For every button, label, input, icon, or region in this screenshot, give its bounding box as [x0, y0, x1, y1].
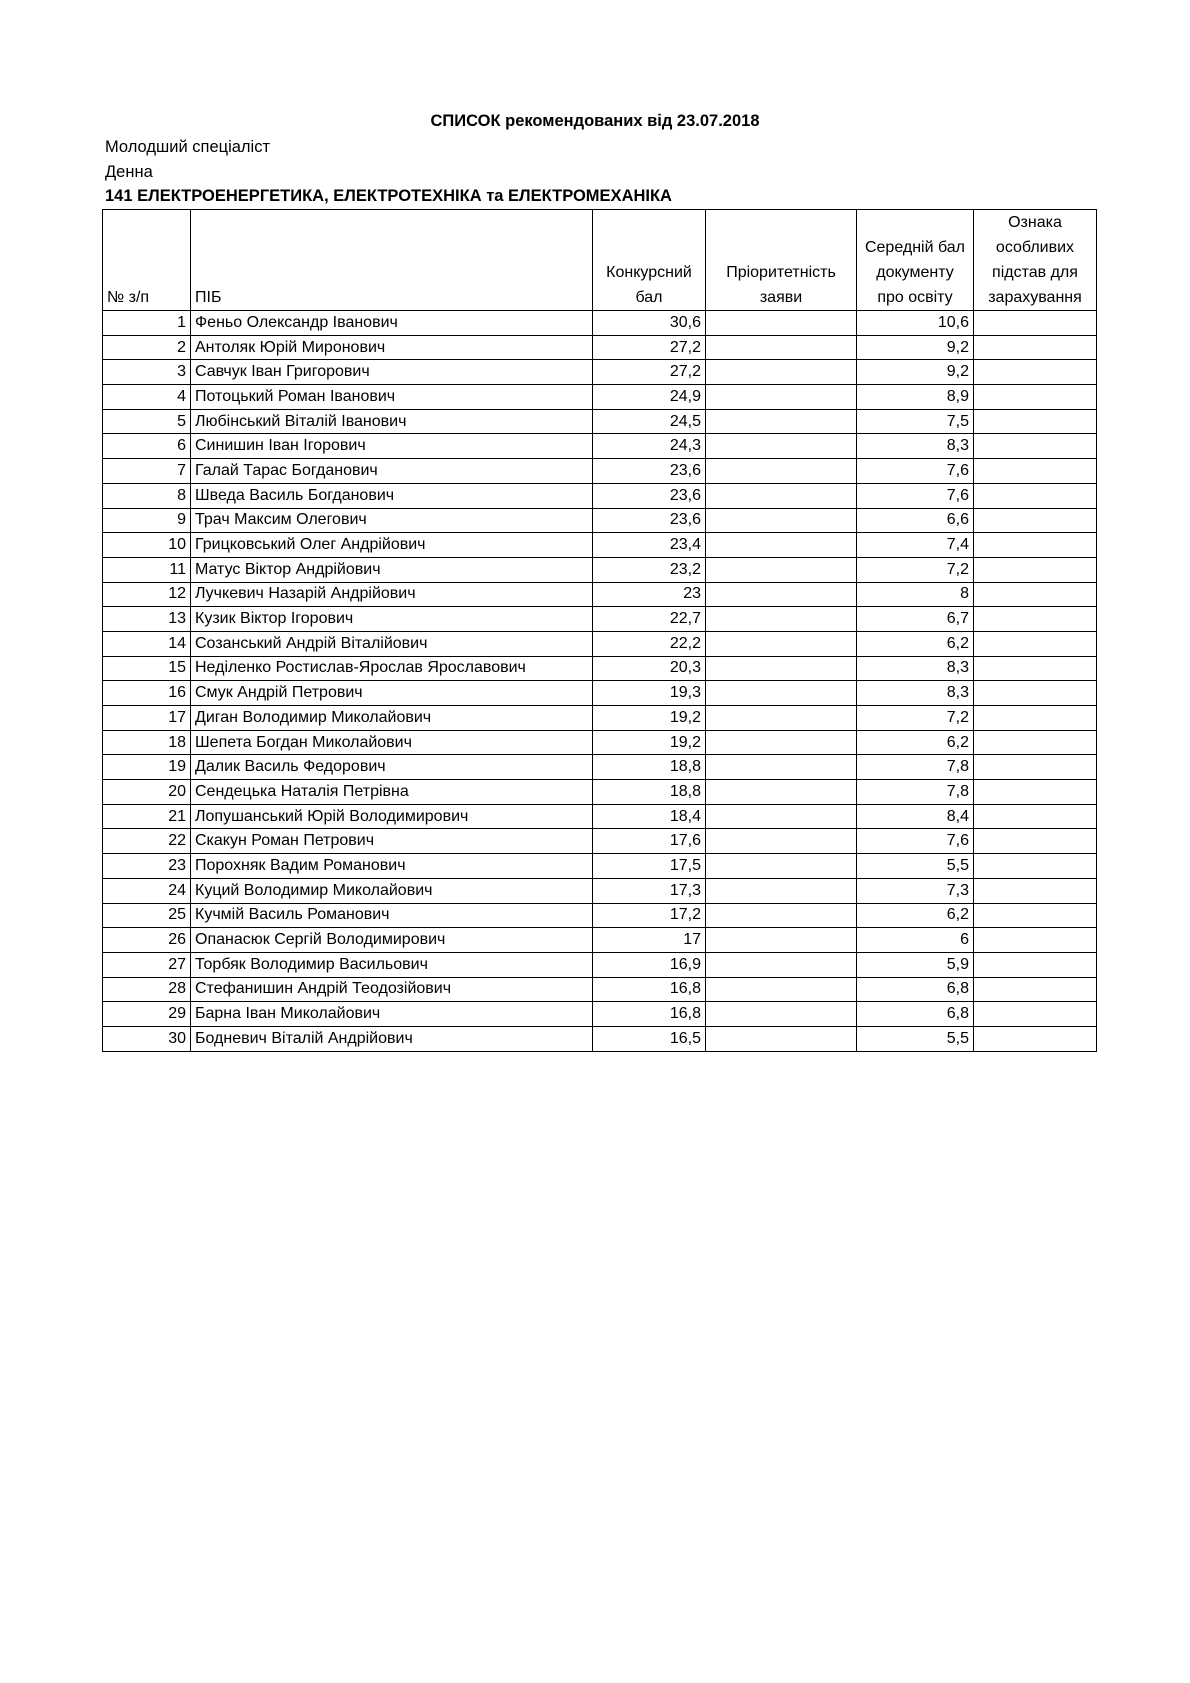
table-body: [103, 311, 1097, 1052]
application-priority: [706, 409, 857, 434]
table-row: [103, 631, 1097, 656]
application-priority: [706, 780, 857, 805]
average-document-score: 9,2: [857, 360, 974, 385]
student-name: Опанасюк Сергій Володимирович: [191, 928, 593, 953]
average-document-score: 7,3: [857, 878, 974, 903]
competition-score: 18,8: [593, 780, 706, 805]
table-row: [103, 409, 1097, 434]
application-priority: [706, 434, 857, 459]
row-number: 10: [103, 533, 191, 558]
student-name: Трач Максим Олегович: [191, 508, 593, 533]
table-row: [103, 656, 1097, 681]
application-priority: [706, 483, 857, 508]
student-name: Бодневич Віталій Андрійович: [191, 1026, 593, 1051]
student-name: Шепета Богдан Миколайович: [191, 730, 593, 755]
row-number: 22: [103, 829, 191, 854]
competition-score: 16,8: [593, 1002, 706, 1027]
table-row: [103, 385, 1097, 410]
header-line: Середній бал: [864, 239, 966, 256]
application-priority: [706, 854, 857, 879]
row-number: 23: [103, 854, 191, 879]
average-document-score: 6,2: [857, 730, 974, 755]
special-grounds: [974, 854, 1097, 879]
competition-score: 27,2: [593, 335, 706, 360]
student-name: Савчук Іван Григорович: [191, 360, 593, 385]
application-priority: [706, 755, 857, 780]
page-title: СПИСОК рекомендованих від 23.07.2018: [430, 112, 760, 130]
competition-score: 16,9: [593, 952, 706, 977]
student-name: Далик Василь Федорович: [191, 755, 593, 780]
application-priority: [706, 903, 857, 928]
row-number: 13: [103, 607, 191, 632]
special-grounds: [974, 730, 1097, 755]
competition-score: 19,3: [593, 681, 706, 706]
recommended-list-table: [102, 209, 1097, 1052]
competition-score: 19,2: [593, 706, 706, 731]
average-document-score: 7,8: [857, 780, 974, 805]
row-number: 11: [103, 557, 191, 582]
student-name: Грицковський Олег Андрійович: [191, 533, 593, 558]
application-priority: [706, 928, 857, 953]
special-grounds: [974, 903, 1097, 928]
table-row: [103, 780, 1097, 805]
table-row: [103, 483, 1097, 508]
application-priority: [706, 1002, 857, 1027]
average-document-score: 8,3: [857, 681, 974, 706]
header-line: про освіту: [877, 289, 953, 306]
special-grounds: [974, 360, 1097, 385]
average-document-score: 7,2: [857, 706, 974, 731]
application-priority: [706, 656, 857, 681]
competition-score: 23,6: [593, 483, 706, 508]
student-name: Куций Володимир Миколайович: [191, 878, 593, 903]
special-grounds: [974, 780, 1097, 805]
table-row: [103, 681, 1097, 706]
special-grounds: [974, 878, 1097, 903]
application-priority: [706, 385, 857, 410]
student-name: Шведа Василь Богданович: [191, 483, 593, 508]
average-document-score: 8,3: [857, 656, 974, 681]
competition-score: 18,4: [593, 804, 706, 829]
row-number: 17: [103, 706, 191, 731]
education-level: Молодший спеціаліст: [105, 138, 271, 156]
average-document-score: 6,8: [857, 1002, 974, 1027]
application-priority: [706, 1026, 857, 1051]
row-number: 21: [103, 804, 191, 829]
student-name: Диган Володимир Миколайович: [191, 706, 593, 731]
application-priority: [706, 508, 857, 533]
average-document-score: 7,6: [857, 829, 974, 854]
special-grounds: [974, 582, 1097, 607]
special-grounds: [974, 459, 1097, 484]
table-row: [103, 607, 1097, 632]
competition-score: 22,7: [593, 607, 706, 632]
average-document-score: 8: [857, 582, 974, 607]
application-priority: [706, 730, 857, 755]
average-document-score: 7,8: [857, 755, 974, 780]
special-grounds: [974, 681, 1097, 706]
special-grounds: [974, 928, 1097, 953]
student-name: Антоляк Юрій Миронович: [191, 335, 593, 360]
row-number: 19: [103, 755, 191, 780]
student-name: Неділенко Ростислав-Ярослав Ярославович: [191, 656, 593, 681]
row-number: 30: [103, 1026, 191, 1051]
row-number: 1: [103, 311, 191, 336]
header-special-grounds: [974, 210, 1097, 311]
student-name: Кузик Віктор Ігорович: [191, 607, 593, 632]
average-document-score: 6,6: [857, 508, 974, 533]
table-row: [103, 952, 1097, 977]
row-number: 25: [103, 903, 191, 928]
application-priority: [706, 878, 857, 903]
special-grounds: [974, 335, 1097, 360]
table-row: [103, 854, 1097, 879]
average-document-score: 8,9: [857, 385, 974, 410]
application-priority: [706, 335, 857, 360]
row-number: 26: [103, 928, 191, 953]
special-grounds: [974, 706, 1097, 731]
header-name: ПІБ: [191, 210, 593, 311]
student-name: Барна Іван Миколайович: [191, 1002, 593, 1027]
average-document-score: 7,6: [857, 483, 974, 508]
average-document-score: 7,4: [857, 533, 974, 558]
table-row: [103, 1002, 1097, 1027]
special-grounds: [974, 755, 1097, 780]
student-name: Сендецька Наталія Петрівна: [191, 780, 593, 805]
header-line: зарахування: [988, 289, 1082, 306]
study-form: Денна: [105, 163, 153, 181]
header-competition-score: [593, 210, 706, 311]
special-grounds: [974, 1002, 1097, 1027]
special-grounds: [974, 483, 1097, 508]
competition-score: 24,5: [593, 409, 706, 434]
student-name: Смук Андрій Петрович: [191, 681, 593, 706]
table-row: [103, 928, 1097, 953]
average-document-score: 8,4: [857, 804, 974, 829]
special-grounds: [974, 385, 1097, 410]
student-name: Лучкевич Назарій Андрійович: [191, 582, 593, 607]
table-row: [103, 582, 1097, 607]
header-line: заяви: [759, 289, 803, 306]
average-document-score: 10,6: [857, 311, 974, 336]
average-document-score: 5,5: [857, 1026, 974, 1051]
special-grounds: [974, 607, 1097, 632]
row-number: 7: [103, 459, 191, 484]
competition-score: 17,5: [593, 854, 706, 879]
table-row: [103, 533, 1097, 558]
header-line: підстав для: [992, 264, 1078, 281]
header-line: Пріоритетність: [726, 264, 836, 281]
table-row: [103, 804, 1097, 829]
student-name: Созанський Андрій Віталійович: [191, 631, 593, 656]
special-grounds: [974, 656, 1097, 681]
special-grounds: [974, 557, 1097, 582]
average-document-score: 7,6: [857, 459, 974, 484]
competition-score: 23,2: [593, 557, 706, 582]
competition-score: 18,8: [593, 755, 706, 780]
student-name: Матус Віктор Андрійович: [191, 557, 593, 582]
row-number: 24: [103, 878, 191, 903]
special-grounds: [974, 804, 1097, 829]
row-number: 15: [103, 656, 191, 681]
special-grounds: [974, 311, 1097, 336]
table-row: [103, 360, 1097, 385]
table-header-row: [103, 210, 1097, 311]
competition-score: 27,2: [593, 360, 706, 385]
competition-score: 23,4: [593, 533, 706, 558]
competition-score: 17,2: [593, 903, 706, 928]
average-document-score: 6,2: [857, 631, 974, 656]
row-number: 16: [103, 681, 191, 706]
competition-score: 24,9: [593, 385, 706, 410]
table-row: [103, 557, 1097, 582]
application-priority: [706, 582, 857, 607]
header-line: особливих: [995, 239, 1075, 256]
application-priority: [706, 804, 857, 829]
average-document-score: 9,2: [857, 335, 974, 360]
student-name: Порохняк Вадим Романович: [191, 854, 593, 879]
row-number: 3: [103, 360, 191, 385]
average-document-score: 6,2: [857, 903, 974, 928]
application-priority: [706, 557, 857, 582]
special-grounds: [974, 829, 1097, 854]
row-number: 29: [103, 1002, 191, 1027]
application-priority: [706, 631, 857, 656]
header-line: документу: [876, 264, 954, 281]
average-document-score: 5,9: [857, 952, 974, 977]
row-number: 6: [103, 434, 191, 459]
student-name: Феньо Олександр Іванович: [191, 311, 593, 336]
student-name: Галай Тарас Богданович: [191, 459, 593, 484]
average-document-score: 6,7: [857, 607, 974, 632]
special-grounds: [974, 631, 1097, 656]
competition-score: 20,3: [593, 656, 706, 681]
table-row: [103, 459, 1097, 484]
application-priority: [706, 360, 857, 385]
table-row: [103, 903, 1097, 928]
competition-score: 16,5: [593, 1026, 706, 1051]
competition-score: 22,2: [593, 631, 706, 656]
competition-score: 23,6: [593, 459, 706, 484]
row-number: 4: [103, 385, 191, 410]
application-priority: [706, 311, 857, 336]
competition-score: 24,3: [593, 434, 706, 459]
average-document-score: 5,5: [857, 854, 974, 879]
application-priority: [706, 533, 857, 558]
row-number: 20: [103, 780, 191, 805]
competition-score: 17: [593, 928, 706, 953]
competition-score: 19,2: [593, 730, 706, 755]
table-row: [103, 311, 1097, 336]
table-row: [103, 755, 1097, 780]
student-name: Любінський Віталій Іванович: [191, 409, 593, 434]
row-number: 18: [103, 730, 191, 755]
header-line: Конкурсний: [606, 264, 692, 281]
competition-score: 23: [593, 582, 706, 607]
table-row: [103, 508, 1097, 533]
average-document-score: 7,5: [857, 409, 974, 434]
application-priority: [706, 706, 857, 731]
competition-score: 17,6: [593, 829, 706, 854]
specialty-heading: 141 ЕЛЕКТРОЕНЕРГЕТИКА, ЕЛЕКТРОТЕХНІКА та ЕЛЕКТРОМЕХАНІКА: [105, 187, 672, 205]
table-row: [103, 878, 1097, 903]
row-number: 2: [103, 335, 191, 360]
row-number: 12: [103, 582, 191, 607]
header-priority: [706, 210, 857, 311]
application-priority: [706, 977, 857, 1002]
table-row: [103, 706, 1097, 731]
average-document-score: 8,3: [857, 434, 974, 459]
student-name: Стефанишин Андрій Теодозійович: [191, 977, 593, 1002]
application-priority: [706, 681, 857, 706]
competition-score: 30,6: [593, 311, 706, 336]
table-row: [103, 1026, 1097, 1051]
table-row: [103, 730, 1097, 755]
student-name: Скакун Роман Петрович: [191, 829, 593, 854]
special-grounds: [974, 409, 1097, 434]
header-line: Ознака: [1008, 214, 1062, 231]
table-row: [103, 434, 1097, 459]
student-name: Кучмій Василь Романович: [191, 903, 593, 928]
competition-score: 23,6: [593, 508, 706, 533]
row-number: 28: [103, 977, 191, 1002]
student-name: Лопушанський Юрій Володимирович: [191, 804, 593, 829]
competition-score: 17,3: [593, 878, 706, 903]
header-number: № з/п: [103, 210, 191, 311]
table-row: [103, 829, 1097, 854]
special-grounds: [974, 434, 1097, 459]
application-priority: [706, 607, 857, 632]
application-priority: [706, 459, 857, 484]
special-grounds: [974, 508, 1097, 533]
header-line: бал: [635, 289, 663, 306]
special-grounds: [974, 952, 1097, 977]
row-number: 8: [103, 483, 191, 508]
row-number: 9: [103, 508, 191, 533]
special-grounds: [974, 533, 1097, 558]
special-grounds: [974, 977, 1097, 1002]
average-document-score: 6: [857, 928, 974, 953]
competition-score: 16,8: [593, 977, 706, 1002]
application-priority: [706, 952, 857, 977]
header-average-score: [857, 210, 974, 311]
special-grounds: [974, 1026, 1097, 1051]
row-number: 27: [103, 952, 191, 977]
row-number: 14: [103, 631, 191, 656]
average-document-score: 6,8: [857, 977, 974, 1002]
row-number: 5: [103, 409, 191, 434]
table-row: [103, 977, 1097, 1002]
student-name: Торбяк Володимир Васильович: [191, 952, 593, 977]
student-name: Синишин Іван Ігорович: [191, 434, 593, 459]
table-row: [103, 335, 1097, 360]
application-priority: [706, 829, 857, 854]
student-name: Потоцький Роман Іванович: [191, 385, 593, 410]
average-document-score: 7,2: [857, 557, 974, 582]
